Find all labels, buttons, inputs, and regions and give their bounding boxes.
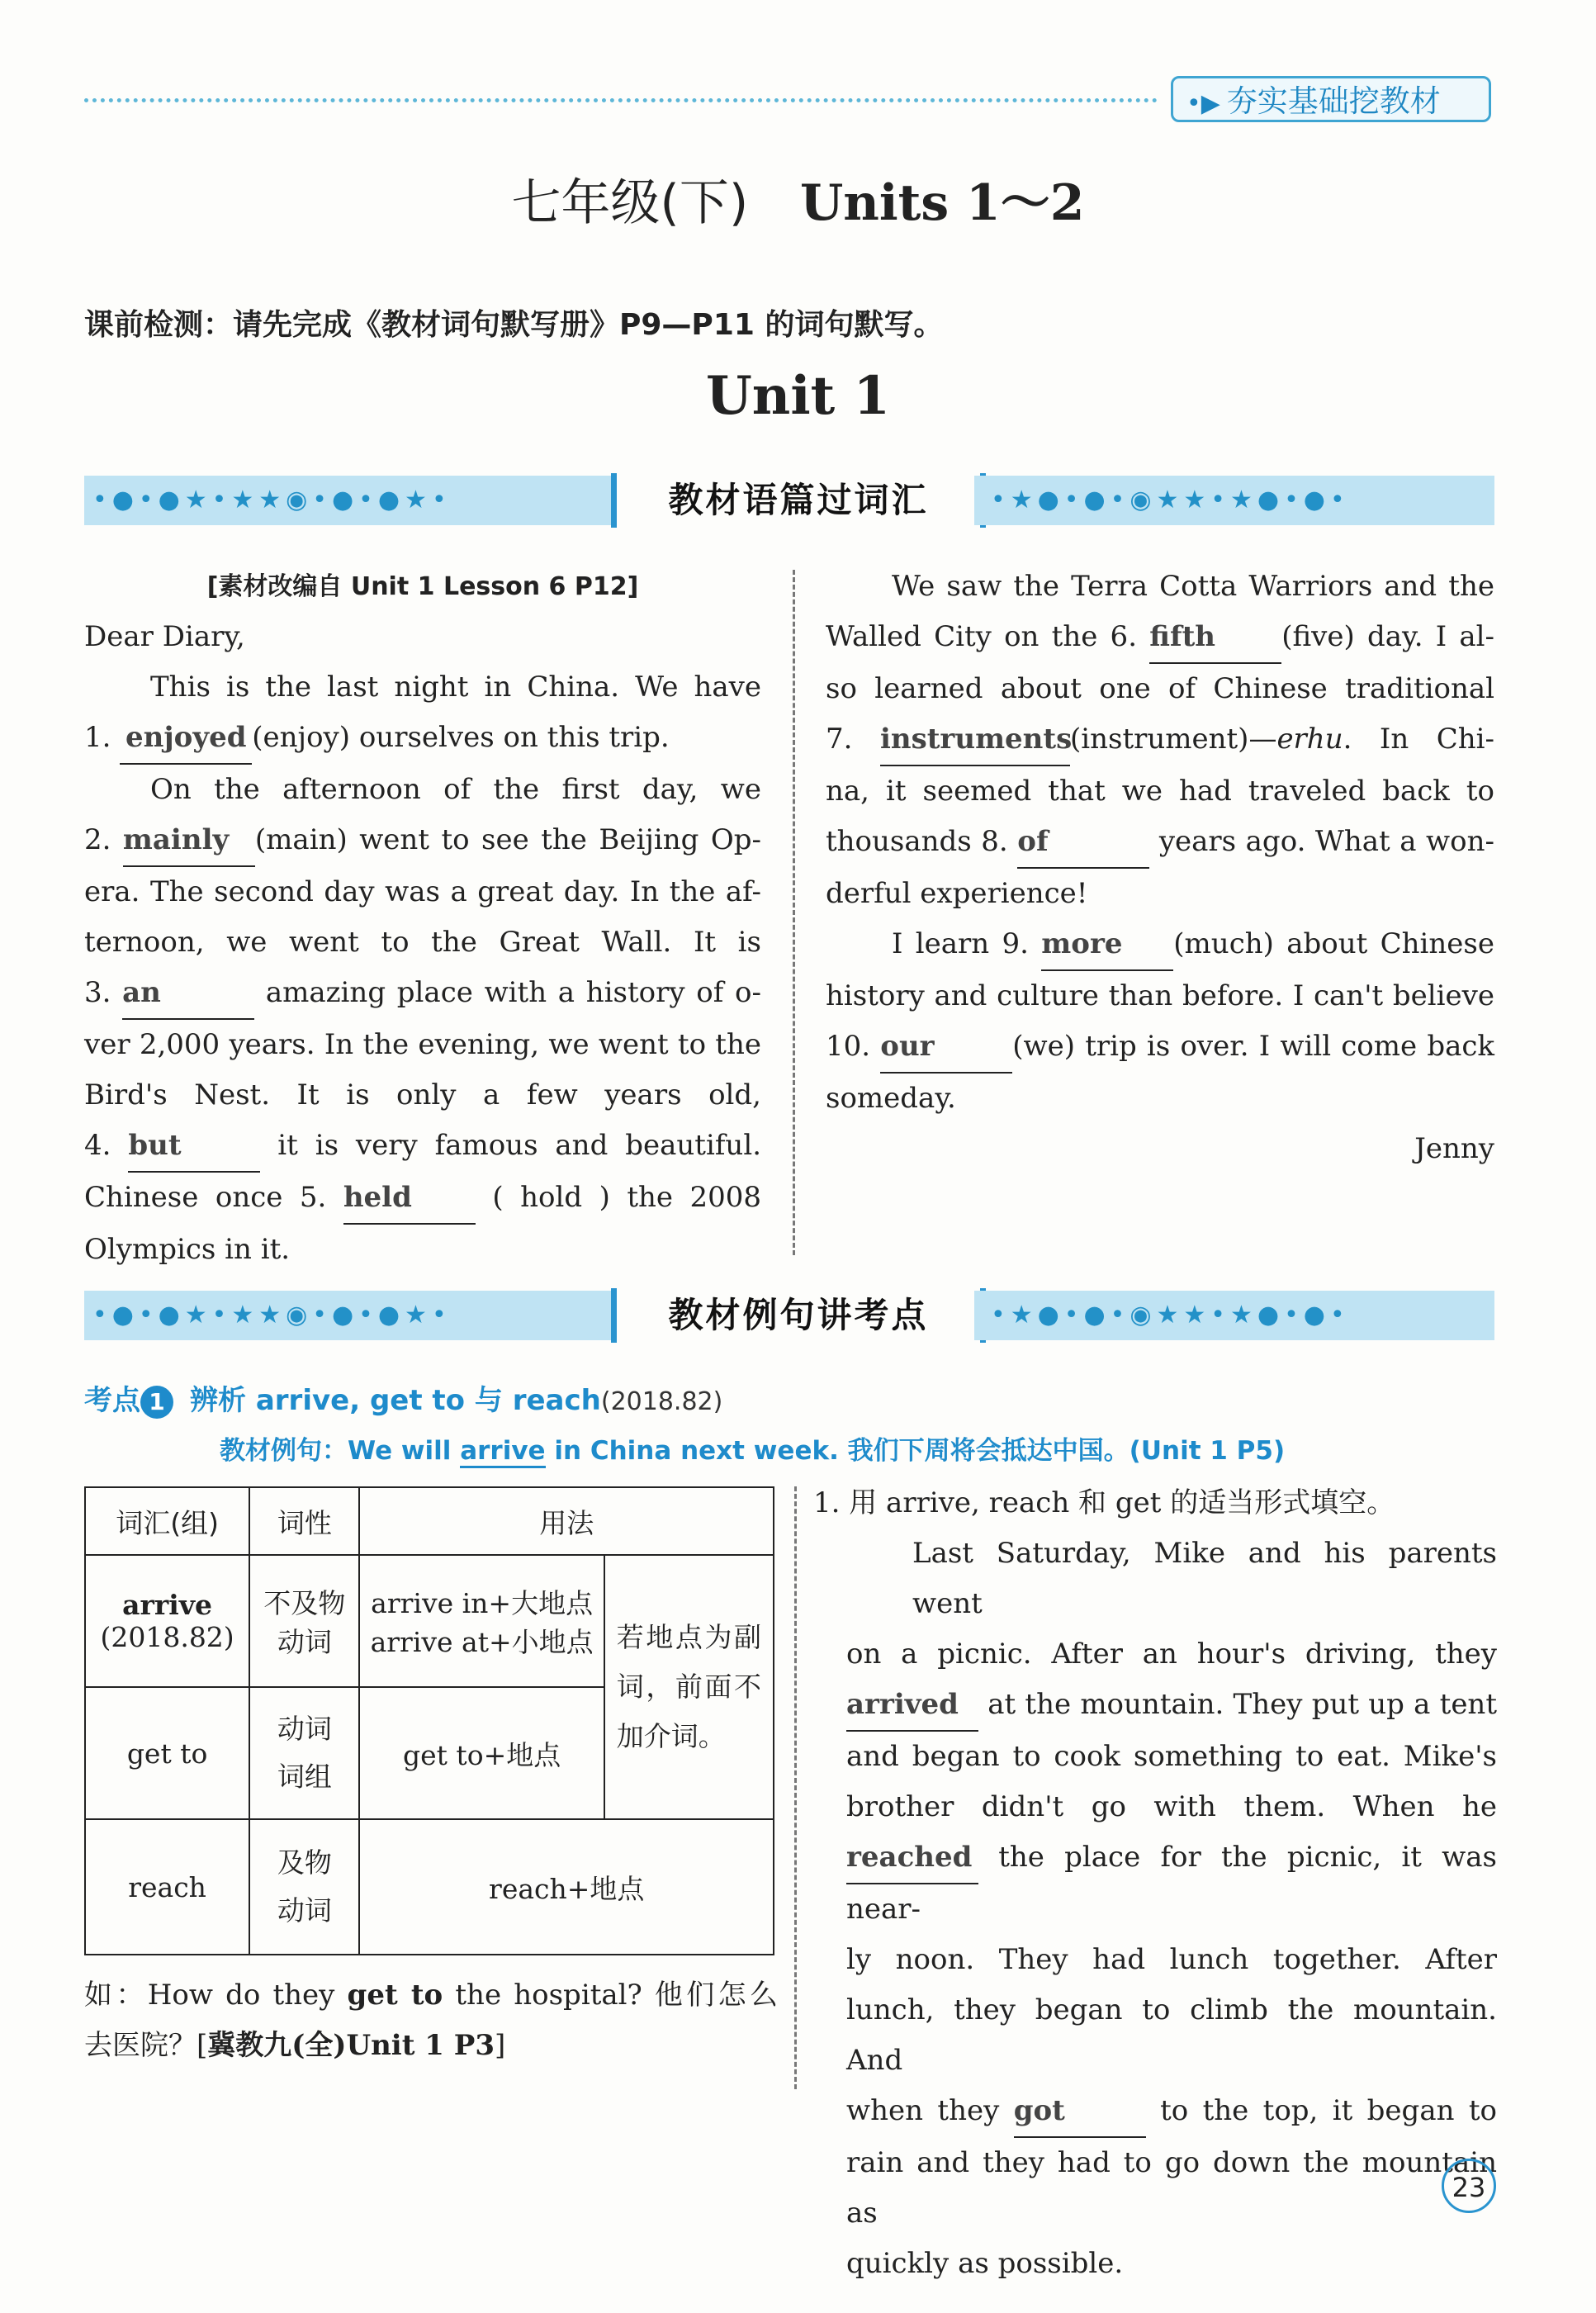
- blank-answer-6: fifth: [1149, 612, 1281, 664]
- exercise-line: when they got to the top, it began to: [846, 2086, 1497, 2138]
- decorative-band-left-2: •●•●★•★★◉•●•●★•: [84, 1291, 611, 1340]
- blank-answer-3: an: [122, 968, 254, 1020]
- page-title: [0, 164, 1596, 235]
- units-label: Units 1～2: [799, 174, 1085, 232]
- blank-answer-8: of: [1017, 817, 1149, 869]
- table-example: [84, 1970, 778, 2071]
- key-point-label: 考点: [84, 1384, 140, 1417]
- decorative-band-right: •★●•●•◉★★•★●•●•: [974, 476, 1494, 525]
- passage-line: Bird's Nest. It is only a few years old,: [84, 1078, 761, 1111]
- blank-answer-4: but: [128, 1121, 260, 1173]
- exercise-line: reached the place for the picnic, it was near-: [846, 1832, 1497, 1935]
- usage-table: [84, 1486, 774, 1955]
- passage-line: Olympics in it.: [84, 1233, 291, 1266]
- passage-line: 2. mainly (main) went to see the Beijing Op-: [84, 815, 761, 867]
- exercise-line: Last Saturday, Mike and his parents went: [912, 1537, 1497, 1620]
- passage-line: someday.: [826, 1082, 956, 1115]
- passage-line: Walled City on the 6. fifth (five) day. I al-: [826, 612, 1494, 664]
- section-title-examples: 教材例句讲考点: [611, 1288, 986, 1343]
- passage-line: derful experience!: [826, 877, 1088, 910]
- exercise-line: brother didn't go with them. When he: [846, 1790, 1497, 1823]
- passage-greeting: Dear Diary,: [84, 620, 245, 653]
- column-divider-2: [794, 1486, 797, 2089]
- key-point-heading: [84, 1377, 722, 1419]
- passage-line: history and culture than before. I can't believe: [826, 979, 1494, 1012]
- grade-label: 七年级(下): [511, 174, 749, 232]
- passage-left-column: [84, 562, 761, 1275]
- blank-answer-2: mainly: [123, 815, 255, 867]
- table-header: 词性: [249, 1487, 359, 1555]
- section-badge: [1171, 76, 1491, 122]
- exercise-answer-2: reached: [846, 1832, 978, 1884]
- header-dotted-line: [84, 98, 1158, 102]
- key-point-year: (2018.82): [600, 1387, 723, 1416]
- exercise-answer-3: got: [1014, 2086, 1146, 2138]
- passage-line: ver 2,000 years. In the evening, we went to the: [84, 1028, 761, 1061]
- blank-answer-5: held: [343, 1173, 476, 1225]
- table-cell: arrive in+大地点 arrive at+小地点: [359, 1555, 604, 1687]
- passage-line: ternoon, we went to the Great Wall. It is: [84, 926, 761, 959]
- blank-answer-10: our: [880, 1021, 1012, 1074]
- decorative-band-right-2: •★●•●•◉★★•★●•●•: [974, 1291, 1494, 1340]
- table-cell: 不及物动词: [249, 1555, 359, 1687]
- exercise-line: ly noon. They had lunch together. After: [846, 1943, 1497, 1976]
- page-number: 23: [1442, 2159, 1496, 2213]
- column-divider: [793, 570, 795, 1255]
- passage-line: era. The second day was a great day. In the af-: [84, 875, 761, 908]
- passage-line: On the afternoon of the first day, we: [150, 773, 761, 806]
- exercise: [813, 1478, 1497, 2289]
- blank-answer-1: enjoyed: [120, 713, 252, 765]
- passage-line: 7. instruments(instrument)—erhu. In Chi-: [826, 714, 1494, 766]
- passage-line: 10. our (we) trip is over. I will come back: [826, 1021, 1494, 1074]
- table-header: 词汇(组): [85, 1487, 249, 1555]
- exercise-question: 1. 用 arrive, reach 和 get 的适当形式填空。: [813, 1486, 1395, 1519]
- exercise-line: rain and they had to go down the mountain as: [846, 2146, 1497, 2230]
- arrow-icon: •▶: [1186, 89, 1220, 118]
- passage-line: 1. enjoyed (enjoy) ourselves on this trip.: [84, 713, 761, 765]
- badge-label: 夯实基础挖教材: [1226, 83, 1441, 119]
- passage-line: I learn 9. more (much) about Chinese: [826, 919, 1494, 971]
- passage-line: Chinese once 5. held ( hold ) the 2008: [84, 1173, 761, 1225]
- exercise-line: arrived at the mountain. They put up a tent: [846, 1680, 1497, 1732]
- table-cell: 动词词组: [249, 1687, 359, 1819]
- signature: Jenny: [1414, 1132, 1494, 1165]
- exercise-line: and began to cook something to eat. Mike's: [846, 1740, 1497, 1773]
- passage-right-column: [826, 562, 1494, 1174]
- section-title-vocab: 教材语篇过词汇: [611, 473, 986, 528]
- table-cell: reach: [85, 1819, 249, 1955]
- passage-line: 4. but it is very famous and beautiful.: [84, 1121, 761, 1173]
- exercise-line: lunch, they began to climb the mountain. And: [846, 1993, 1497, 2077]
- key-point-title: 辨析 arrive, get to 与 reach: [190, 1384, 601, 1417]
- table-cell: get to: [85, 1687, 249, 1819]
- table-note: 若地点为副词，前面不加介词。: [604, 1555, 774, 1819]
- table-cell: 及物动词: [249, 1819, 359, 1955]
- table-cell: arrive (2018.82): [85, 1555, 249, 1687]
- passage-line: so learned about one of Chinese traditional: [826, 672, 1494, 705]
- pre-check-note: 课前检测：请先完成《教材词句默写册》P9—P11 的词句默写。: [84, 308, 944, 342]
- passage-line: This is the last night in China. We have: [150, 671, 761, 704]
- example-line: 去医院？[冀教九(全)Unit 1 P3]: [84, 2029, 506, 2062]
- exercise-answer-1: arrived: [846, 1680, 978, 1732]
- example-line: 如：How do they get to the hospital? 他们怎么: [84, 1979, 778, 2012]
- table-header: 用法: [359, 1487, 774, 1555]
- decorative-band-left: •●•●★•★★◉•●•●★•: [84, 476, 611, 525]
- exercise-line: on a picnic. After an hour's driving, they: [846, 1638, 1497, 1671]
- table-cell: get to+地点: [359, 1687, 604, 1819]
- passage-line: na, it seemed that we had traveled back to: [826, 775, 1494, 808]
- passage-source: [素材改编自 Unit 1 Lesson 6 P12]: [206, 572, 639, 601]
- blank-answer-7: instruments: [880, 714, 1070, 766]
- exercise-line: quickly as possible.: [846, 2247, 1124, 2280]
- unit-title: Unit 1: [705, 365, 891, 427]
- blank-answer-9: more: [1041, 919, 1173, 971]
- passage-line: We saw the Terra Cotta Warriors and the: [892, 570, 1494, 603]
- passage-line: thousands 8. of years ago. What a won-: [826, 817, 1494, 869]
- passage-line: 3. an amazing place with a history of o-: [84, 968, 761, 1020]
- textbook-example: 教材例句：We will arrive in China next week. 我们下周将会抵达中国。(Unit 1 P5): [220, 1429, 1285, 1467]
- key-point-number: 1: [140, 1386, 173, 1419]
- table-cell: reach+地点: [359, 1819, 774, 1955]
